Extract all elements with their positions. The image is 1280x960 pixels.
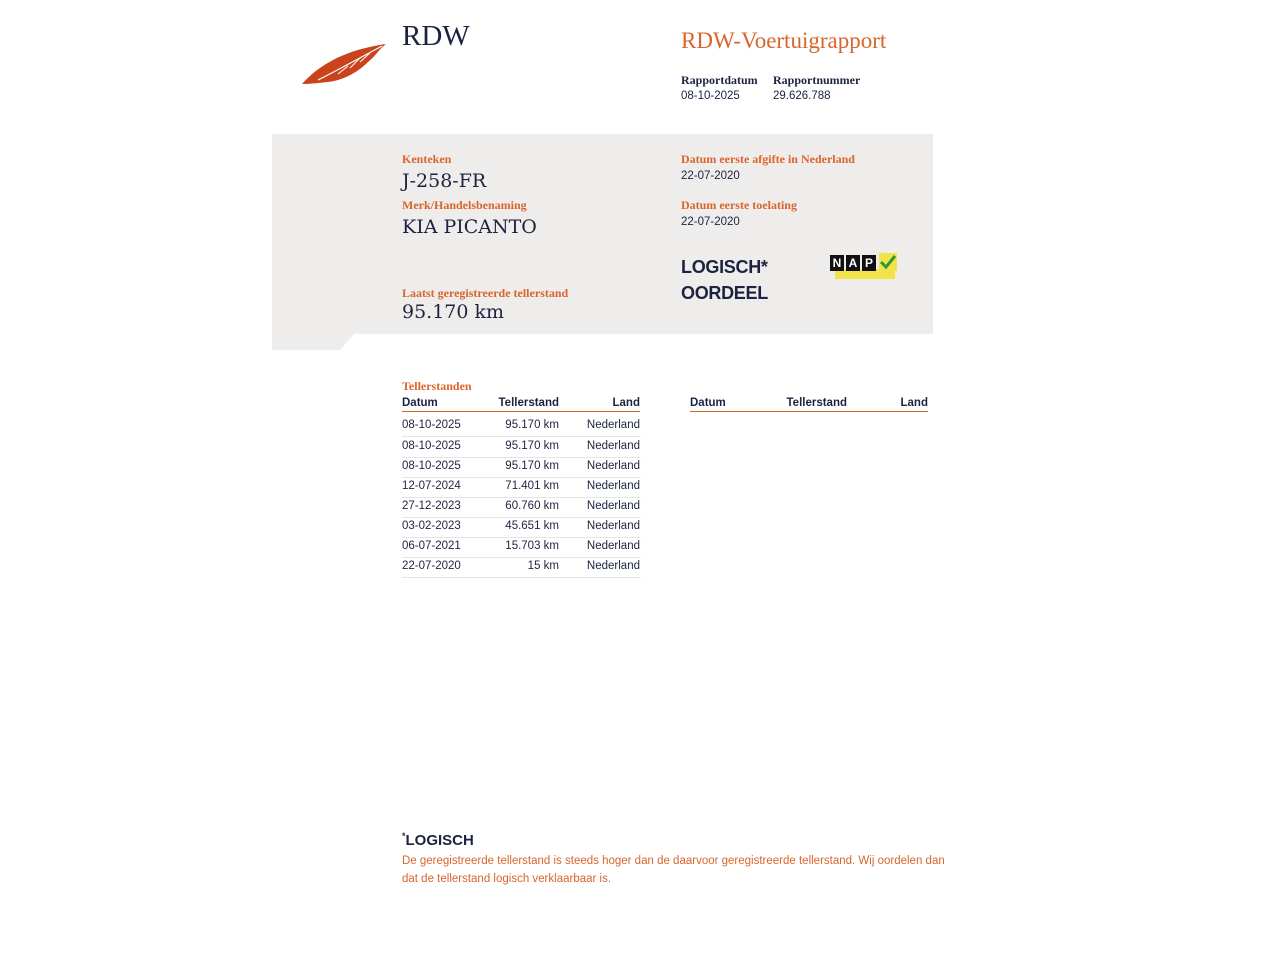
report-title: RDW-Voertuigrapport (681, 28, 887, 53)
first-admission-date: 22-07-2020 (681, 216, 740, 228)
reading-country: Nederland (586, 520, 640, 532)
table-row (402, 457, 641, 478)
col-date-header: Datum (690, 397, 726, 409)
col-country-header: Land (612, 397, 640, 409)
footnote-title (402, 831, 474, 849)
reading-country: Nederland (586, 500, 640, 512)
reading-value: 60.760 km (505, 500, 559, 512)
reading-value: 95.170 km (505, 460, 559, 472)
verdict-line-1: LOGISCH* (681, 257, 768, 277)
reading-date: 12-07-2024 (402, 480, 461, 492)
make-label: Merk/Handelsbenaming (402, 198, 527, 212)
reading-value: 95.170 km (505, 440, 559, 452)
last-reading-label: Laatst geregistreerde tellerstand (402, 286, 569, 300)
last-reading-value: 95.170 km (402, 301, 505, 323)
col-date-header: Datum (402, 397, 438, 409)
verdict-line-2: OORDEEL (681, 283, 768, 303)
reading-date: 22-07-2020 (402, 560, 461, 572)
reading-value: 45.651 km (505, 520, 559, 532)
first-issue-nl-label: Datum eerste afgifte in Nederland (681, 152, 855, 166)
plate-label: Kenteken (402, 152, 452, 166)
rdw-logo-icon (298, 36, 390, 88)
reading-value: 71.401 km (505, 480, 559, 492)
footnote-marker: * (402, 831, 406, 841)
reading-date: 08-10-2025 (402, 460, 461, 472)
table-row (402, 477, 641, 498)
reading-country: Nederland (586, 560, 640, 572)
table-row (402, 437, 641, 458)
footnote-title-text: LOGISCH (405, 832, 474, 849)
footnote-text: De geregistreerde tellerstand is steeds hoger dan de daarvoor geregistreerde tellerstand. Wij oordelen dan dat de tellerstand logisch verklaarbaar is. (402, 855, 945, 885)
reading-date: 08-10-2025 (402, 440, 461, 452)
table-row (402, 517, 641, 538)
col-reading-header: Tellerstand (498, 397, 559, 409)
nap-badge (829, 253, 897, 281)
readings-table-header-2 (690, 397, 928, 412)
report-date-label: Rapportdatum (681, 73, 758, 87)
report-number: 29.626.788 (773, 90, 831, 102)
reading-date: 08-10-2025 (402, 419, 461, 431)
table-row (402, 416, 641, 437)
reading-country: Nederland (586, 419, 640, 431)
checkmark-icon (879, 253, 897, 271)
nap-letter-p: P (862, 255, 876, 271)
report-date: 08-10-2025 (681, 90, 740, 102)
reading-country: Nederland (586, 540, 640, 552)
license-plate: J-258-FR (402, 170, 487, 192)
report-number-label: Rapportnummer (773, 73, 861, 87)
table-row (402, 497, 641, 518)
vehicle-make: KIA PICANTO (402, 216, 537, 238)
col-reading-header: Tellerstand (786, 397, 847, 409)
reading-value: 95.170 km (505, 419, 559, 431)
reading-country: Nederland (586, 460, 640, 472)
first-issue-nl-date: 22-07-2020 (681, 170, 740, 182)
readings-title: Tellerstanden (402, 379, 472, 393)
table-row (402, 557, 641, 578)
reading-date: 06-07-2021 (402, 540, 461, 552)
reading-country: Nederland (586, 440, 640, 452)
nap-letter-a: A (846, 255, 860, 271)
reading-date: 03-02-2023 (402, 520, 461, 532)
reading-country: Nederland (586, 480, 640, 492)
nap-letter-n: N (830, 255, 844, 271)
reading-value: 15 km (527, 560, 559, 572)
readings-table-header (402, 397, 640, 412)
table-row (402, 537, 641, 558)
brand-name: RDW (402, 20, 470, 52)
reading-value: 15.703 km (505, 540, 559, 552)
col-country-header: Land (900, 397, 928, 409)
first-admission-label: Datum eerste toelating (681, 198, 797, 212)
reading-date: 27-12-2023 (402, 500, 461, 512)
